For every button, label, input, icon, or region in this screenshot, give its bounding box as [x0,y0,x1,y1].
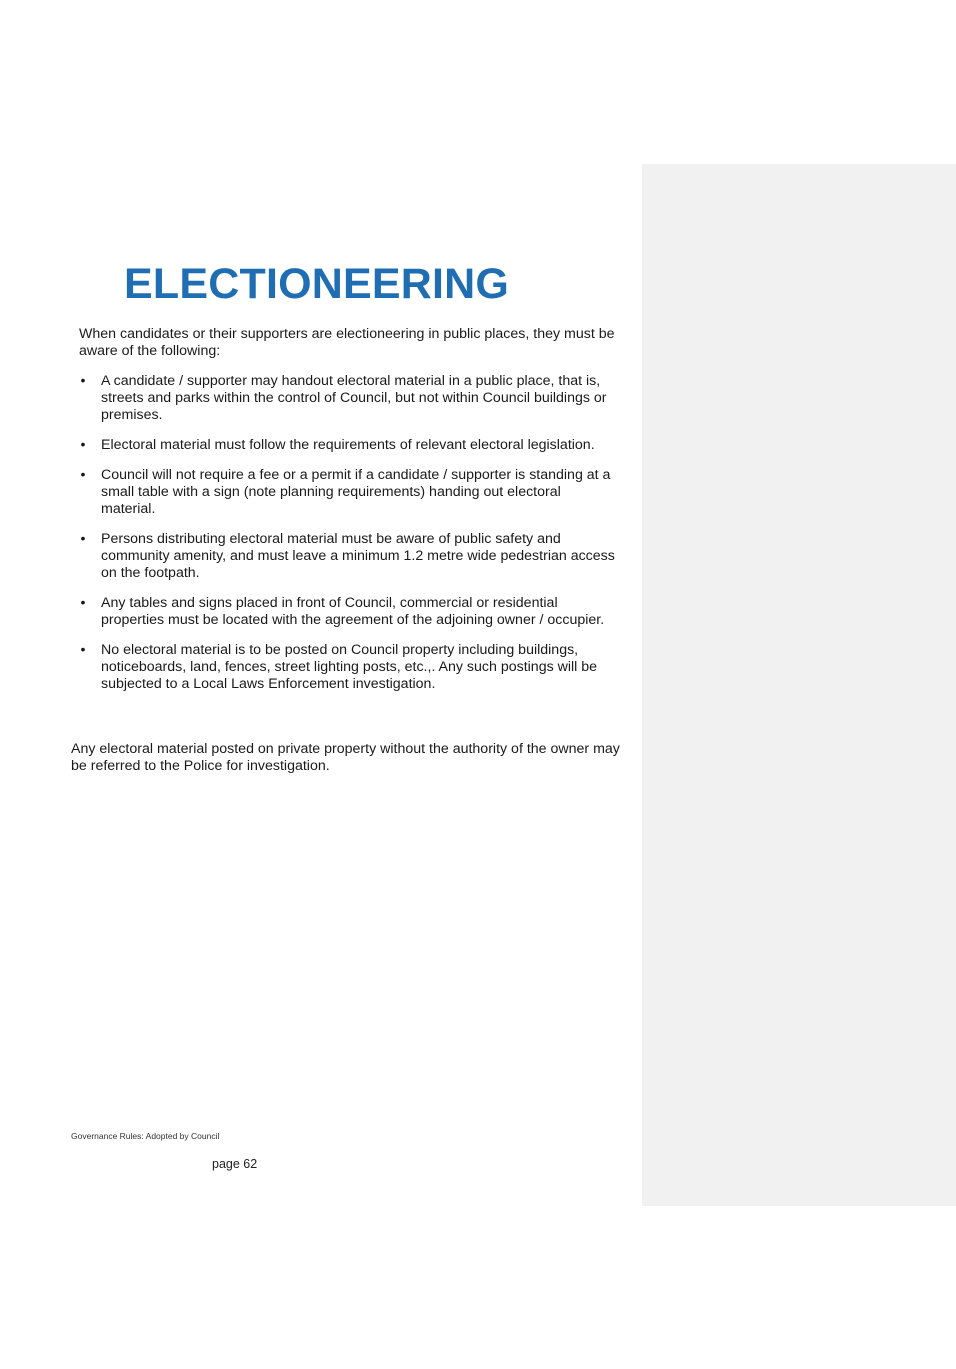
bullet-icon: • [80,437,86,453]
comment-margin-panel [642,164,956,1206]
list-item-text: Any tables and signs placed in front of Council, commercial or residential properties must be located with the agreement of the adjoining owner / occupier. [101,595,605,628]
bullet-icon: • [80,373,86,389]
page-title: ELECTIONEERING [124,260,510,308]
bullet-icon: • [80,595,86,611]
page-number: page 62 [212,1157,258,1171]
list-item-text: Persons distributing electoral material must be aware of public safety and community amenity, and must leave a minimum 1.2 metre wide pedestrian access on the footpath. [101,531,615,581]
list-item [79,595,619,629]
list-item [79,531,619,582]
list-item [79,437,619,454]
list-item [79,373,619,424]
list-item-text: A candidate / supporter may handout electoral material in a public place, that is, streets and parks within the control of Council, but not within Council buildings or premises. [101,373,607,423]
intro-paragraph: When candidates or their supporters are electioneering in public places, they must be aware of the following: [79,326,615,359]
list-item-text: Council will not require a fee or a permit if a candidate / supporter is standing at a small table with a sign (note planning requirements) handing out electoral material. [101,467,611,517]
list-item-text: No electoral material is to be posted on Council property including buildings, noticeboards, land, fences, street lighting posts, etc.,. Any such postings will be subjected to a Local Laws Enforcement investigation. [101,642,598,692]
footer-note: Governance Rules: Adopted by Council [71,1131,220,1141]
bullet-icon: • [80,467,86,483]
list-item-text: Electoral material must follow the requirements of relevant electoral legislation. [101,437,595,453]
list-item [79,642,619,693]
closing-paragraph: Any electoral material posted on private property without the authority of the owner may be referred to the Police for investigation. [71,741,620,774]
bullet-icon: • [80,531,86,547]
rules-list [79,373,619,706]
bullet-icon: • [80,642,86,658]
list-item [79,467,619,518]
